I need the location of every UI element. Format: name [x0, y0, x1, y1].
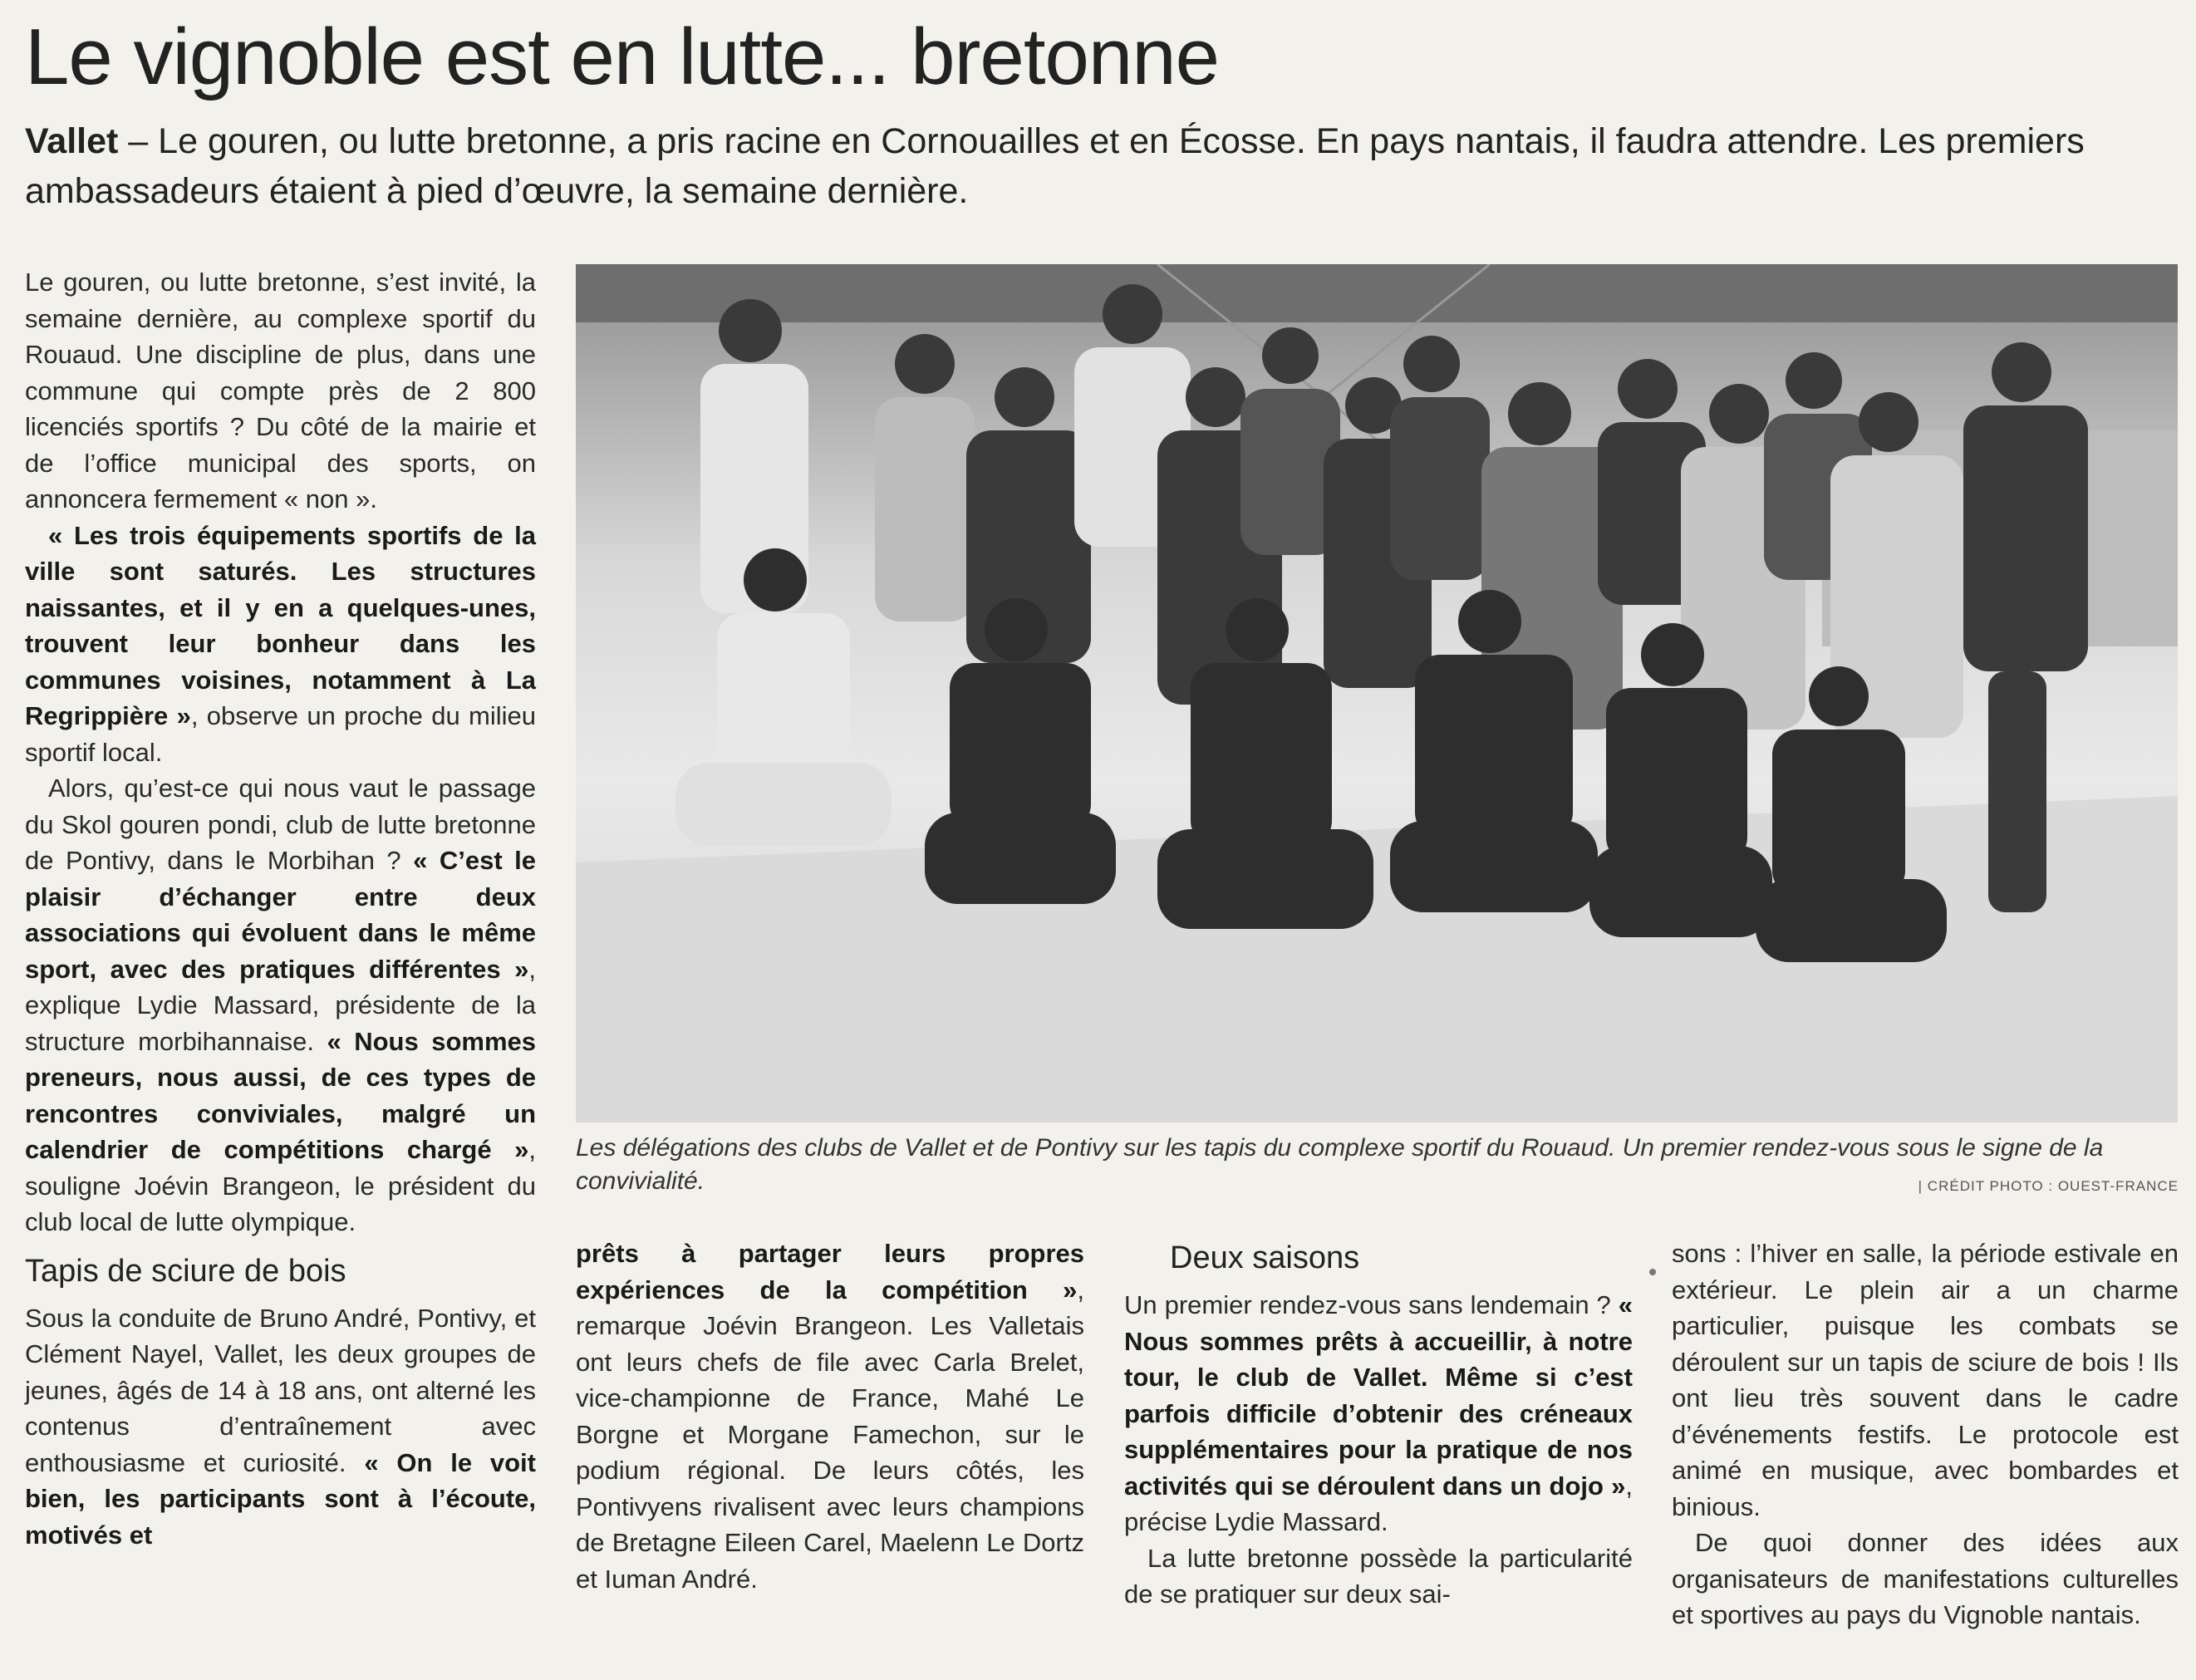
quote-preneurs: « Nous sommes preneurs, nous aussi, de ces types de rencontres conviviales, malgré un calendrier de compétitions chargé » [25, 1026, 536, 1164]
group-photo [576, 264, 2178, 1122]
lede-place: Vallet [25, 121, 119, 161]
text-explique: , explique Lydie Massard, présidente de la structure morbihannaise. [25, 954, 536, 1056]
text-observe: , observe un proche du milieu sportif local. [25, 701, 536, 767]
paragraph-lutte-bretonne: La lutte bretonne possède la particularité de se pratiquer sur deux sai- [1124, 1543, 1633, 1609]
column-4 [1672, 1235, 2179, 1676]
text-skol-gouren: Alors, qu’est-ce qui nous vaut le passage du Skol gouren pondi, club de lutte bretonne de Pontivy, dans le Morbihan ? [25, 774, 536, 875]
article-lede [25, 116, 2119, 224]
text-conduite: Sous la conduite de Bruno André, Pontivy, et Clément Nayel, Vallet, les deux groupes de jeunes, âgés de 14 à 18 ans, ont alterné les contenus d’entraînement avec enthousiasme et curiosité. [25, 1303, 536, 1477]
paragraph-idees: De quoi donner des idées aux organisateurs de manifestations culturelles et sportives au pays du Vignoble nantais. [1672, 1528, 2179, 1629]
quote-equipements: « Les trois équipements sportifs de la ville sont saturés. Les structures naissantes, et il y en a quelques-unes, trouvent leur bonheur dans les communes voisines, notamment à La Regrippière » [25, 520, 536, 730]
column-3 [1124, 1235, 1633, 1676]
paragraph-saisons: sons : l’hiver en salle, la période estivale en extérieur. Le plein air a un charme particulier, puisque les combats se déroulent sur un tapis de sciure de bois ! Ils ont lieu très souvent dans le cadre d’événements festifs. Le protocole est animé en musique, avec bombardes et binious. [1672, 1239, 2179, 1521]
quote-plaisir: « C’est le plaisir d’échanger entre deux associations qui évoluent dans le même sport, avec des pratiques différentes » [25, 846, 536, 984]
text-remarque: , remarque Joévin Brangeon. Les Valletais ont leurs chefs de file avec Carla Brelet, vice-championne de France, Mahé Le Borgne et Morgane Famechon, sur le podium régional. De leurs côtés, les Pontivyens rivalisent avec leurs champions de Bretagne Eileen Carel, Maelenn Le Dortz et Iuman André. [576, 1275, 1084, 1594]
text-rendez-vous: Un premier rendez-vous sans lendemain ? [1124, 1290, 1619, 1319]
quote-accueillir: « Nous sommes prêts à accueillir, à notre tour, le club de Vallet. Même si c’est parfois difficile d’obtenir des créneaux supplémentaires pour la pratique de nos activités qui se déroulent dans un dojo » [1124, 1290, 1633, 1501]
column-1 [25, 264, 536, 1677]
photo-credit: | CRÉDIT PHOTO : OUEST-FRANCE [1918, 1178, 2179, 1194]
photo-caption: Les délégations des clubs de Vallet et de Pontivy sur les tapis du complexe sportif du Rouaud. Un premier rendez-vous sous le signe de la convivialité. [576, 1134, 2104, 1195]
text-precise: , précise Lydie Massard. [1124, 1471, 1633, 1536]
paragraph-rendez-vous [1124, 1287, 1633, 1540]
paragraph-conduite [25, 1300, 536, 1554]
article-title: Le vignoble est en lutte... bretonne [25, 12, 1220, 101]
paragraph-competition [576, 1235, 1084, 1597]
paragraph-skol-gouren [25, 770, 536, 1240]
group-photo-illustration [576, 264, 2178, 1122]
paragraph-equipements [25, 518, 536, 771]
column-2 [576, 1235, 1084, 1676]
paragraph-intro: Le gouren, ou lutte bretonne, s’est invité, la semaine dernière, au complexe sportif du Rouaud. Une discipline de plus, dans une commune qui compte près de 2 800 licenciés sportifs ? Du côté de la mairie et de l’office municipal des sports, on annoncera fermement « non ». [25, 268, 536, 513]
lede-text: – Le gouren, ou lutte bretonne, a pris racine en Cornouailles et en Écosse. En pays nantais, il faudra attendre. Les premiers ambassadeurs étaient à pied d’œuvre, la semaine dernière. [25, 121, 2085, 211]
subhead-tapis: Tapis de sciure de bois [25, 1253, 346, 1289]
text-souligne: , souligne Joévin Brangeon, le président du club local de lutte olympique. [25, 1135, 536, 1236]
subhead-deux-saisons: Deux saisons [1170, 1240, 1360, 1275]
quote-experiences: prêts à partager leurs propres expériences de la compétition » [576, 1239, 1084, 1304]
column-divider-dot [1649, 1269, 1656, 1275]
quote-participants: « On le voit bien, les participants sont à l’écoute, motivés et [25, 1447, 536, 1550]
